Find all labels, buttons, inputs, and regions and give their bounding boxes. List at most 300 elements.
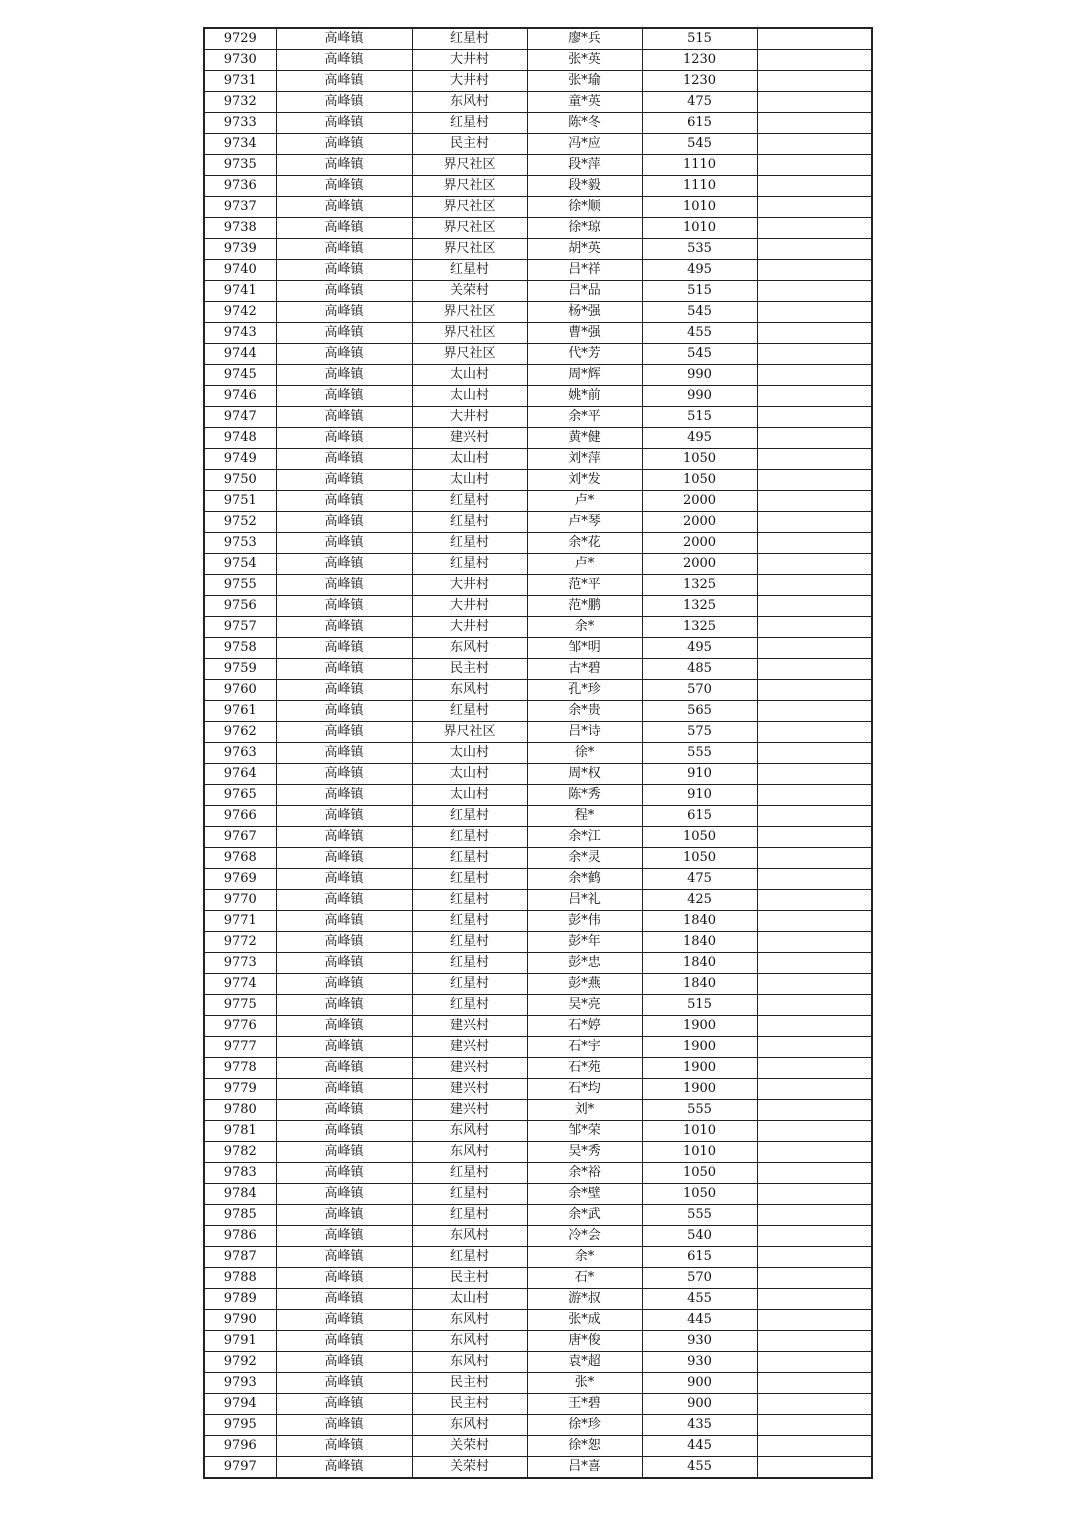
table-row: [204, 365, 872, 386]
table-row: [204, 1100, 872, 1121]
cell-seq-no: 9759: [204, 659, 276, 680]
cell-remark: [757, 1457, 872, 1479]
table-row: [204, 743, 872, 764]
cell-town: 高峰镇: [276, 92, 412, 113]
cell-village: 东风村: [412, 1415, 527, 1436]
cell-village: 红星村: [412, 827, 527, 848]
cell-village: 东风村: [412, 680, 527, 701]
cell-name: 余*: [527, 1247, 642, 1268]
cell-village: 大井村: [412, 575, 527, 596]
cell-remark: [757, 1058, 872, 1079]
cell-seq-no: 9789: [204, 1289, 276, 1310]
cell-town: 高峰镇: [276, 323, 412, 344]
cell-town: 高峰镇: [276, 1247, 412, 1268]
table-row: [204, 764, 872, 785]
cell-name: 陈*秀: [527, 785, 642, 806]
cell-town: 高峰镇: [276, 764, 412, 785]
cell-amount: 495: [642, 638, 757, 659]
cell-town: 高峰镇: [276, 617, 412, 638]
cell-village: 红星村: [412, 260, 527, 281]
table-row: [204, 785, 872, 806]
cell-remark: [757, 28, 872, 50]
table-row: [204, 806, 872, 827]
cell-name: 刘*萍: [527, 449, 642, 470]
cell-town: 高峰镇: [276, 491, 412, 512]
table-row: [204, 1079, 872, 1100]
cell-seq-no: 9778: [204, 1058, 276, 1079]
cell-amount: 435: [642, 1415, 757, 1436]
cell-town: 高峰镇: [276, 1457, 412, 1479]
cell-village: 红星村: [412, 995, 527, 1016]
table-row: [204, 113, 872, 134]
cell-remark: [757, 92, 872, 113]
cell-name: 游*叔: [527, 1289, 642, 1310]
cell-name: 徐*琼: [527, 218, 642, 239]
cell-village: 界尺社区: [412, 197, 527, 218]
cell-town: 高峰镇: [276, 1163, 412, 1184]
cell-name: 张*英: [527, 50, 642, 71]
cell-name: 彭*伟: [527, 911, 642, 932]
cell-seq-no: 9730: [204, 50, 276, 71]
cell-town: 高峰镇: [276, 302, 412, 323]
table-row: [204, 512, 872, 533]
cell-village: 红星村: [412, 554, 527, 575]
cell-remark: [757, 1373, 872, 1394]
cell-amount: 555: [642, 1100, 757, 1121]
table-row: [204, 407, 872, 428]
cell-remark: [757, 50, 872, 71]
cell-town: 高峰镇: [276, 344, 412, 365]
cell-seq-no: 9744: [204, 344, 276, 365]
table-row: [204, 848, 872, 869]
cell-amount: 555: [642, 1205, 757, 1226]
cell-town: 高峰镇: [276, 1121, 412, 1142]
cell-amount: 615: [642, 1247, 757, 1268]
cell-remark: [757, 1289, 872, 1310]
table-row: [204, 1226, 872, 1247]
cell-village: 大井村: [412, 71, 527, 92]
cell-amount: 1230: [642, 71, 757, 92]
cell-remark: [757, 1331, 872, 1352]
cell-remark: [757, 365, 872, 386]
cell-name: 古*碧: [527, 659, 642, 680]
cell-town: 高峰镇: [276, 680, 412, 701]
cell-town: 高峰镇: [276, 1352, 412, 1373]
cell-amount: 540: [642, 1226, 757, 1247]
table-row: [204, 176, 872, 197]
cell-remark: [757, 281, 872, 302]
cell-remark: [757, 428, 872, 449]
cell-seq-no: 9790: [204, 1310, 276, 1331]
cell-name: 胡*英: [527, 239, 642, 260]
records-table: [203, 27, 873, 1479]
cell-seq-no: 9785: [204, 1205, 276, 1226]
cell-village: 界尺社区: [412, 176, 527, 197]
table-row: [204, 932, 872, 953]
table-row: [204, 1058, 872, 1079]
cell-amount: 455: [642, 1289, 757, 1310]
cell-seq-no: 9758: [204, 638, 276, 659]
cell-town: 高峰镇: [276, 239, 412, 260]
cell-town: 高峰镇: [276, 1205, 412, 1226]
cell-name: 唐*俊: [527, 1331, 642, 1352]
cell-name: 周*权: [527, 764, 642, 785]
cell-town: 高峰镇: [276, 218, 412, 239]
cell-name: 石*宇: [527, 1037, 642, 1058]
cell-seq-no: 9745: [204, 365, 276, 386]
cell-remark: [757, 1079, 872, 1100]
cell-town: 高峰镇: [276, 1331, 412, 1352]
cell-seq-no: 9784: [204, 1184, 276, 1205]
cell-village: 界尺社区: [412, 155, 527, 176]
cell-amount: 1050: [642, 1184, 757, 1205]
cell-amount: 455: [642, 1457, 757, 1479]
cell-town: 高峰镇: [276, 533, 412, 554]
cell-seq-no: 9752: [204, 512, 276, 533]
cell-seq-no: 9771: [204, 911, 276, 932]
cell-name: 曹*强: [527, 323, 642, 344]
cell-amount: 545: [642, 134, 757, 155]
cell-remark: [757, 344, 872, 365]
cell-name: 吴*亮: [527, 995, 642, 1016]
cell-seq-no: 9729: [204, 28, 276, 50]
cell-town: 高峰镇: [276, 575, 412, 596]
table-row: [204, 890, 872, 911]
cell-town: 高峰镇: [276, 932, 412, 953]
cell-village: 建兴村: [412, 1037, 527, 1058]
cell-village: 大井村: [412, 407, 527, 428]
cell-remark: [757, 302, 872, 323]
cell-seq-no: 9760: [204, 680, 276, 701]
cell-town: 高峰镇: [276, 806, 412, 827]
cell-seq-no: 9769: [204, 869, 276, 890]
cell-seq-no: 9735: [204, 155, 276, 176]
cell-name: 余*裕: [527, 1163, 642, 1184]
cell-town: 高峰镇: [276, 743, 412, 764]
cell-name: 范*鹏: [527, 596, 642, 617]
table-row: [204, 911, 872, 932]
cell-remark: [757, 533, 872, 554]
cell-name: 吕*礼: [527, 890, 642, 911]
table-row: [204, 1457, 872, 1479]
cell-village: 红星村: [412, 491, 527, 512]
cell-amount: 910: [642, 785, 757, 806]
table-row: [204, 92, 872, 113]
cell-name: 吕*品: [527, 281, 642, 302]
cell-name: 姚*前: [527, 386, 642, 407]
cell-seq-no: 9793: [204, 1373, 276, 1394]
cell-village: 建兴村: [412, 1079, 527, 1100]
cell-amount: 615: [642, 806, 757, 827]
cell-village: 红星村: [412, 932, 527, 953]
cell-name: 徐*恕: [527, 1436, 642, 1457]
cell-seq-no: 9750: [204, 470, 276, 491]
table-row: [204, 428, 872, 449]
cell-name: 吕*诗: [527, 722, 642, 743]
cell-amount: 1900: [642, 1079, 757, 1100]
cell-village: 太山村: [412, 1289, 527, 1310]
cell-name: 王*碧: [527, 1394, 642, 1415]
table-row: [204, 71, 872, 92]
cell-seq-no: 9749: [204, 449, 276, 470]
table-row: [204, 1373, 872, 1394]
cell-town: 高峰镇: [276, 407, 412, 428]
cell-name: 徐*顺: [527, 197, 642, 218]
cell-seq-no: 9777: [204, 1037, 276, 1058]
cell-amount: 1050: [642, 827, 757, 848]
table-row: [204, 218, 872, 239]
cell-remark: [757, 1247, 872, 1268]
cell-seq-no: 9797: [204, 1457, 276, 1479]
cell-remark: [757, 806, 872, 827]
cell-name: 陈*冬: [527, 113, 642, 134]
cell-name: 范*平: [527, 575, 642, 596]
cell-village: 关荣村: [412, 281, 527, 302]
cell-remark: [757, 1121, 872, 1142]
cell-seq-no: 9734: [204, 134, 276, 155]
table-row: [204, 722, 872, 743]
cell-name: 余*武: [527, 1205, 642, 1226]
cell-amount: 1840: [642, 974, 757, 995]
cell-village: 建兴村: [412, 1100, 527, 1121]
cell-village: 红星村: [412, 1163, 527, 1184]
cell-amount: 1010: [642, 197, 757, 218]
cell-village: 东风村: [412, 1331, 527, 1352]
cell-name: 袁*超: [527, 1352, 642, 1373]
cell-amount: 900: [642, 1394, 757, 1415]
table-row: [204, 1016, 872, 1037]
table-row: [204, 260, 872, 281]
cell-remark: [757, 113, 872, 134]
cell-seq-no: 9767: [204, 827, 276, 848]
cell-village: 界尺社区: [412, 239, 527, 260]
cell-seq-no: 9753: [204, 533, 276, 554]
cell-seq-no: 9795: [204, 1415, 276, 1436]
cell-remark: [757, 260, 872, 281]
cell-amount: 515: [642, 281, 757, 302]
cell-amount: 2000: [642, 533, 757, 554]
cell-amount: 455: [642, 323, 757, 344]
cell-village: 东风村: [412, 1352, 527, 1373]
records-table-body: [204, 28, 872, 1478]
table-row: [204, 134, 872, 155]
cell-seq-no: 9740: [204, 260, 276, 281]
cell-name: 廖*兵: [527, 28, 642, 50]
cell-amount: 575: [642, 722, 757, 743]
cell-town: 高峰镇: [276, 974, 412, 995]
cell-name: 卢*: [527, 554, 642, 575]
table-row: [204, 281, 872, 302]
table-row: [204, 617, 872, 638]
cell-remark: [757, 554, 872, 575]
cell-remark: [757, 1100, 872, 1121]
table-row: [204, 1352, 872, 1373]
cell-remark: [757, 1184, 872, 1205]
cell-seq-no: 9779: [204, 1079, 276, 1100]
cell-remark: [757, 827, 872, 848]
cell-seq-no: 9764: [204, 764, 276, 785]
cell-seq-no: 9757: [204, 617, 276, 638]
cell-town: 高峰镇: [276, 428, 412, 449]
cell-name: 彭*年: [527, 932, 642, 953]
cell-amount: 990: [642, 386, 757, 407]
cell-seq-no: 9773: [204, 953, 276, 974]
cell-remark: [757, 512, 872, 533]
cell-seq-no: 9747: [204, 407, 276, 428]
cell-village: 东风村: [412, 1226, 527, 1247]
cell-town: 高峰镇: [276, 785, 412, 806]
cell-name: 冷*会: [527, 1226, 642, 1247]
table-row: [204, 323, 872, 344]
table-row: [204, 1268, 872, 1289]
cell-name: 余*: [527, 617, 642, 638]
cell-amount: 515: [642, 407, 757, 428]
cell-name: 石*均: [527, 1079, 642, 1100]
cell-village: 红星村: [412, 512, 527, 533]
cell-name: 石*: [527, 1268, 642, 1289]
table-row: [204, 28, 872, 50]
cell-name: 段*萍: [527, 155, 642, 176]
cell-amount: 445: [642, 1436, 757, 1457]
cell-name: 吴*秀: [527, 1142, 642, 1163]
table-row: [204, 1121, 872, 1142]
cell-name: 卢*琴: [527, 512, 642, 533]
cell-amount: 1010: [642, 1121, 757, 1142]
cell-town: 高峰镇: [276, 1184, 412, 1205]
cell-amount: 1110: [642, 155, 757, 176]
cell-town: 高峰镇: [276, 1079, 412, 1100]
cell-remark: [757, 848, 872, 869]
cell-village: 太山村: [412, 449, 527, 470]
cell-amount: 1900: [642, 1016, 757, 1037]
table-row: [204, 1205, 872, 1226]
cell-town: 高峰镇: [276, 449, 412, 470]
cell-remark: [757, 71, 872, 92]
cell-amount: 1050: [642, 1163, 757, 1184]
cell-amount: 535: [642, 239, 757, 260]
cell-town: 高峰镇: [276, 911, 412, 932]
cell-village: 民主村: [412, 1373, 527, 1394]
table-row: [204, 1394, 872, 1415]
cell-seq-no: 9733: [204, 113, 276, 134]
cell-town: 高峰镇: [276, 281, 412, 302]
cell-remark: [757, 680, 872, 701]
cell-name: 杨*强: [527, 302, 642, 323]
cell-seq-no: 9732: [204, 92, 276, 113]
cell-village: 关荣村: [412, 1436, 527, 1457]
cell-town: 高峰镇: [276, 659, 412, 680]
cell-name: 彭*燕: [527, 974, 642, 995]
cell-seq-no: 9746: [204, 386, 276, 407]
cell-name: 段*毅: [527, 176, 642, 197]
cell-town: 高峰镇: [276, 176, 412, 197]
cell-village: 红星村: [412, 974, 527, 995]
cell-village: 太山村: [412, 386, 527, 407]
cell-amount: 1230: [642, 50, 757, 71]
cell-town: 高峰镇: [276, 869, 412, 890]
cell-village: 建兴村: [412, 428, 527, 449]
cell-town: 高峰镇: [276, 155, 412, 176]
cell-village: 界尺社区: [412, 218, 527, 239]
cell-village: 红星村: [412, 953, 527, 974]
cell-remark: [757, 701, 872, 722]
table-row: [204, 1037, 872, 1058]
cell-village: 红星村: [412, 890, 527, 911]
cell-village: 界尺社区: [412, 302, 527, 323]
cell-amount: 570: [642, 680, 757, 701]
cell-remark: [757, 638, 872, 659]
cell-town: 高峰镇: [276, 134, 412, 155]
cell-remark: [757, 1037, 872, 1058]
table-row: [204, 596, 872, 617]
cell-village: 太山村: [412, 743, 527, 764]
cell-remark: [757, 1226, 872, 1247]
cell-name: 余*鹤: [527, 869, 642, 890]
cell-amount: 910: [642, 764, 757, 785]
cell-town: 高峰镇: [276, 1394, 412, 1415]
cell-seq-no: 9788: [204, 1268, 276, 1289]
cell-town: 高峰镇: [276, 71, 412, 92]
cell-seq-no: 9731: [204, 71, 276, 92]
cell-town: 高峰镇: [276, 953, 412, 974]
cell-amount: 1010: [642, 218, 757, 239]
cell-remark: [757, 1394, 872, 1415]
cell-town: 高峰镇: [276, 1142, 412, 1163]
cell-village: 红星村: [412, 533, 527, 554]
cell-village: 太山村: [412, 470, 527, 491]
cell-remark: [757, 1310, 872, 1331]
cell-remark: [757, 743, 872, 764]
cell-remark: [757, 1415, 872, 1436]
cell-remark: [757, 176, 872, 197]
cell-remark: [757, 1436, 872, 1457]
table-row: [204, 449, 872, 470]
table-row: [204, 491, 872, 512]
cell-seq-no: 9787: [204, 1247, 276, 1268]
table-row: [204, 50, 872, 71]
cell-remark: [757, 596, 872, 617]
table-row: [204, 155, 872, 176]
cell-seq-no: 9742: [204, 302, 276, 323]
cell-remark: [757, 575, 872, 596]
cell-village: 建兴村: [412, 1058, 527, 1079]
cell-remark: [757, 974, 872, 995]
cell-remark: [757, 134, 872, 155]
cell-seq-no: 9768: [204, 848, 276, 869]
cell-town: 高峰镇: [276, 1016, 412, 1037]
cell-town: 高峰镇: [276, 113, 412, 134]
table-row: [204, 1331, 872, 1352]
table-row: [204, 638, 872, 659]
cell-village: 红星村: [412, 869, 527, 890]
cell-village: 红星村: [412, 911, 527, 932]
cell-village: 关荣村: [412, 1457, 527, 1479]
cell-town: 高峰镇: [276, 512, 412, 533]
cell-amount: 445: [642, 1310, 757, 1331]
cell-amount: 425: [642, 890, 757, 911]
cell-amount: 1050: [642, 848, 757, 869]
cell-remark: [757, 218, 872, 239]
cell-amount: 615: [642, 113, 757, 134]
cell-amount: 515: [642, 28, 757, 50]
cell-amount: 565: [642, 701, 757, 722]
cell-town: 高峰镇: [276, 1415, 412, 1436]
cell-village: 太山村: [412, 365, 527, 386]
cell-amount: 1840: [642, 911, 757, 932]
cell-amount: 485: [642, 659, 757, 680]
table-row: [204, 344, 872, 365]
cell-name: 冯*应: [527, 134, 642, 155]
